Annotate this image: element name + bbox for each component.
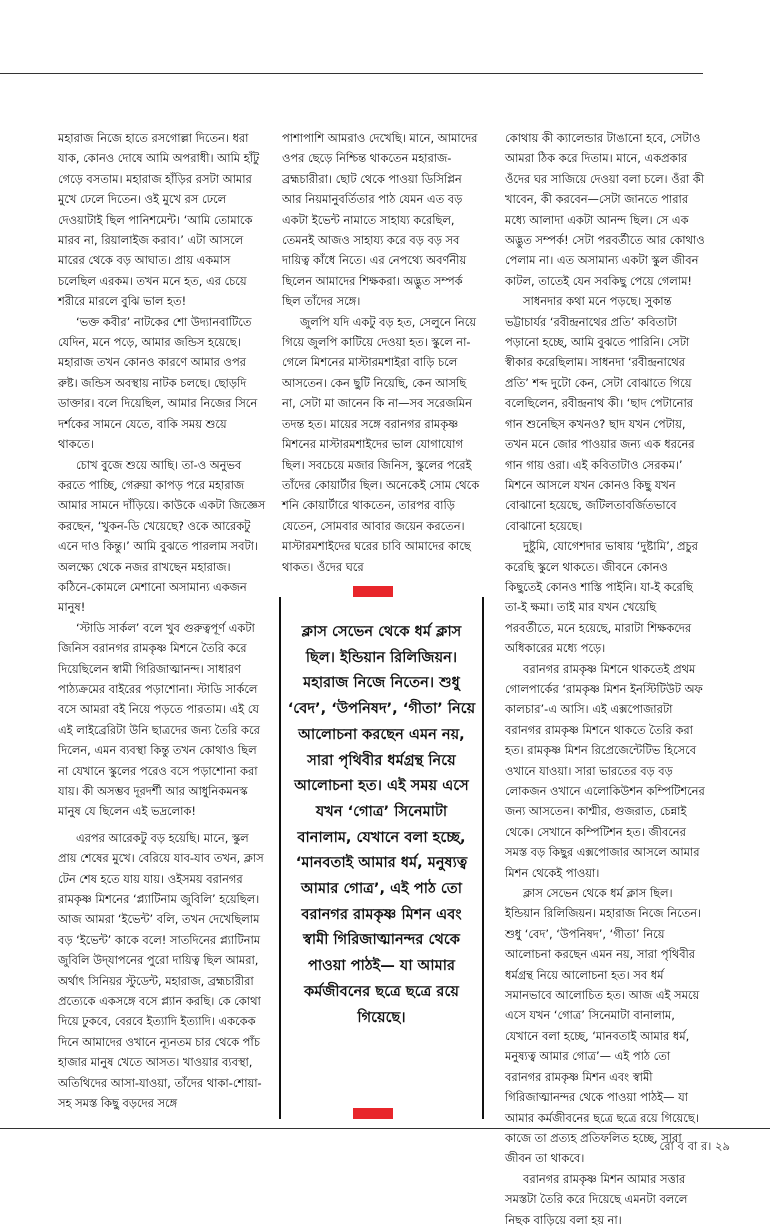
paragraph: ‘ভক্ত কবীর’ নাটকের শো উদ্যানবাটিতে যেদিন, মনে পড়ে, আমার জন্ডিস হয়েছে। মহারাজ তখন কোনও কারণে আমার ওপর রুষ্ট। জন্ডিস অবস্থায় নাটক চলছে। ছোড়দি ডাক্তার। বলে দিয়েছিল, আমার নিজের সিনে দর্শকের সামনে যেতে, বাকি সময় শুয়ে থাকতে। <box>58 314 258 452</box>
header-rule <box>0 73 703 74</box>
paragraph: চোখ বুজে শুয়ে আছি। তা-ও অনুভব করতে পাচ্ছি, গেরুয়া কাপড় পরে মহারাজ আমার সামনে দাঁড়িয়ে। কাউকে একটা জিজ্ঞেস করছেন, ‘খুকন-ডি খেয়েছে? ওকে আরেকটু এনে দাও কিন্তু।’ আমি বুঝতে পারলাম সবটা। অলক্ষ্যে থেকে নজর রাখছেন মহারাজ। কঠিনে-কোমলে মেশানো অসামান্য একজন মানুষ! <box>58 457 266 615</box>
pull-quote-box <box>279 597 484 1119</box>
article-column-3 <box>505 128 705 1230</box>
paragraph: পাশাপাশি আমরাও দেখেছি। মানে, আমাদের ওপর ছেড়ে নিশ্চিন্ত থাকতেন মহারাজ-ব্রহ্মচারীরা। ছোট থেকে পাওয়া ডিসিপ্লিন আর নিয়মানুবর্তিতার পাঠ যেমন এত বড় একটা ইভেন্ট নামাতে সাহায্য করেছিল, তেমনই আজও সাহায্য করে বড় বড় সব দায়িত্ব কাঁধে নিতে। এর নেপথ্যে অবর্ণনীয় ছিলেন আমাদের শিক্ষকরা। অদ্ভুত সম্পর্ক ছিল তাঁদের সঙ্গে। <box>282 131 478 309</box>
paragraph: জুলপি যদি একটু বড় হত, সেলুনে নিয়ে গিয়ে জুলপি কাটিয়ে দেওয়া হত। স্কুলে না-গেলে মিশনের মাস্টারমশাইরা বাড়ি চলে আসতেন। কেন ছুটি নিয়েছি, কেন আসছি না, সেটা মা জানেন কি না—সব সরেজমিন তদন্ত হত। মায়ের সঙ্গে বরানগর রামকৃষ্ণ মিশনের মাস্টারমশাইদের ভাল যোগাযোগ ছিল। সবচেয়ে মজার জিনিস, স্কুলের পরেই তাঁদের কোয়ার্টার ছিল। অনেকেই সোম থেকে শনি কোয়ার্টারে থাকতেন, তারপর বাড়ি যেতেন, সোমবার আবার জয়েন করতেন। মাস্টারমশাইদের ঘরের চাবি আমাদের কাছে থাকত। ওঁদের ঘরে <box>282 314 480 574</box>
paragraph: বরানগর রামকৃষ্ণ মিশন আমার সত্তার সমস্তটা তৈরি করে দিয়েছে এমনটা বললে নিছক বাড়িয়ে বলা হয় না। <box>505 1171 688 1227</box>
pull-quote-top-bar <box>353 586 393 597</box>
pull-quote-text: ক্লাস সেভেন থেকে ধর্ম ক্লাস ছিল। ইন্ডিয়ান রিলিজিয়ন। মহারাজ নিজে নিতেন। শুধু ‘বেদ’, ‘উপনিষদ’, ‘গীতা’ নিয়ে আলোচনা করছেন এমন নয়, সারা পৃথিবীর ধর্মগ্রন্থ নিয়ে আলোচনা হত। এই সময় এসে যখন ‘গোত্র’ সিনেমাটা বানালাম, যেখানে বলা হচ্ছে, ‘মানবতাই আমার ধর্ম, মনুষ্যত্ব আমার গোত্র’, এই পাঠ তো বরানগর রামকৃষ্ণ মিশন এবং স্বামী গিরিজাত্মানন্দর থেকে পাওয়া পাঠই— যা আমার কর্মজীবনের ছত্রে ছত্রে রয়ে গিয়েছে। <box>287 623 476 1026</box>
paragraph: দুষ্টুমি, যোগেশদার ভাষায় ‘দুষ্টামি’, প্রচুর করেছি স্কুলে থাকতে। জীবনে কোনও কিছুতেই কোনও শাস্তি পাইনি। যা-ই করেছি তা-ই ক্ষমা। তাই মার যখন খেয়েছি পরবর্তীতে, মনে হয়েছে, মারাটা শিক্ষকদের অধিকারের মধ্যে পড়ে। <box>505 539 698 656</box>
paragraph: এরপর আরেকটু বড় হয়েছি। মানে, স্কুল প্রায় শেষের মুখে। বেরিয়ে যাব-যাব তখন, ক্লাস টেন শেষ হতে যায় যায়। ওইসময় বরানগর রামকৃষ্ণ মিশনের ‘প্ল্যাটিনাম জুবিলি’ হয়েছিল। আজ আমরা ‘ইভেন্ট’ বলি, তখন দেখেছিলাম বড় ‘ইভেন্ট’ কাকে বলে! সাতদিনের প্ল্যাটিনাম জুবিলি উদ্‌যাপনের পুরো দায়িত্ব ছিল আমরা, অর্থাৎ সিনিয়র স্টুডেন্ট, মহারাজ, ব্রহ্মচারীরা প্রত্যেকে একসঙ্গে বসে প্ল্যান করছি। কে কোথা দিয়ে ঢুকবে, বেরবে ইত্যাদি ইত্যাদি। এককেক দিনে আমাদের ওখানে ন্যূনতম চার থেকে পাঁচ হাজার মানুষ খেতে আসত। খাওয়ার ব্যবস্থা, অতিথিদের আসা-যাওয়া, তাঁদের থাকা-শোয়া-সহ সমস্ত কিছু বড়দের সঙ্গে <box>58 830 264 1111</box>
paragraph: মহারাজ নিজে হাতে রসগোল্লা দিতেন। ধরা যাক, কোনও দোষে আমি অপরাধী। আমি হাঁটু গেড়ে বসতাম। মহারাজ হাঁড়ির রসটা আমার মুখে ঢেলে দিতেন। ওই মুখে রস ঢেলে দেওয়াটাই ছিল পানিশমেন্ট। ‘আমি তোমাকে মারব না, রিয়ালাইজ করাব।’ এটা আসলে মারের থেকে বড় আঘাত। প্রায় একমাস চলেছিল এরকম। তখন মনে হত, এর চেয়ে শরীরে মারলে বুঝি ভাল হত! <box>58 131 260 309</box>
paragraph: ‘স্টাডি সার্কল’ বলে খুব গুরুত্বপূর্ণ একটা জিনিস বরানগর রামকৃষ্ণ মিশনে তৈরি করে দিয়েছিলেন স্বামী গিরিজাত্মানন্দ। সাধারণ পাঠ্যক্রমের বাইরের পড়াশোনা। স্টাডি সার্কলে বসে আমরা বই নিয়ে পড়তে পারতাম। এই যে এই লাইব্রেরিটা উনি ছাত্রদের জন্য তৈরি করে দিলেন, এমন ব্যবস্থা কিন্তু তখন কোথাও ছিল না যেখানে স্কুলের পরেও বসে পড়াশোনা করা যায়। কী অসম্ভব দূরদর্শী আর আধুনিকমনস্ক মানুষ যে ছিলেন এই ভদ্রলোক! <box>58 620 260 819</box>
paragraph: সাধনদার কথা মনে পড়ছে। সুকান্ত ভট্টাচার্যর ‘রবীন্দ্রনাথের প্রতি’ কবিতাটা পড়ানো হচ্ছে, আমি বুঝতে পারিনি। সেটা স্বীকার করেছিলাম। সাধনদা ‘রবীন্দ্রনাথের প্রতি’ শব্দ দুটো কেন, সেটা বোঝাতে গিয়ে বলেছিলেন, রবীন্দ্রনাথ কী। ‘ছাদ পেটানোর গান শুনেছিস কখনও? ছাদ যখন পেটায়, তখন মনে জোর পাওয়ার জন্য এক ধরনের গান গায় ওরা। এই কবিতাটাও সেরকম।’ মিশনে আসলে যখন কোনও কিছু যখন বোঝানো হয়েছে, জটিলতাবর্জিতভাবে বোঝানো হয়েছে। <box>505 294 695 533</box>
paragraph: কোথায় কী ক্যালেন্ডার টাঙানো হবে, সেটাও আমরা ঠিক করে দিতাম। মানে, একপ্রকার ওঁদের ঘর সাজিয়ে দেওয়া বলা চলে। ওঁরা কী খাবেন, কী করবেন—সেটা জানতে পারার মধ্যে আলাদা একটা আনন্দ ছিল। সে এক অদ্ভুত সম্পর্ক! সেটা পরবর্তীতে আর কোথাও পেলাম না। এত অসামান্য একটা স্কুল জীবন কাটল, তাতেই যেন সবকিছু পেয়ে গেলাম! <box>505 131 705 288</box>
article-column-1 <box>58 128 266 1114</box>
footer-rule <box>0 1128 770 1129</box>
article-column-2 <box>282 128 482 577</box>
paragraph: বরানগর রামকৃষ্ণ মিশনে থাকতেই প্রথম গোলপার্কের ‘রামকৃষ্ণ মিশন ইনস্টিটিউট অফ কালচার’-এ আসি। এই এক্সপোজারটা বরানগর রামকৃষ্ণ মিশনে থাকতে তৈরি করা হত। রামকৃষ্ণ মিশন রিপ্রেজেন্টেটিভ হিসেবে ওখানে যাওয়া। সারা ভারতের বড় বড় লোকজন ওখানে এলোকিউশন কম্পিটিশনের জন্য আসতেন। কাশ্মীর, গুজরাত, চেন্নাই থেকে। সেখানে কম্পিটিশন হত। জীবনের সমস্ত বড় কিছুর এক্সপোজার আসলে আমার মিশন থেকেই পাওয়া। <box>505 661 705 880</box>
page-folio: রো ব বা র। ২৯ <box>659 1139 730 1153</box>
pull-quote-bottom-bar <box>353 1108 393 1119</box>
paragraph: ক্লাস সেভেন থেকে ধর্ম ক্লাস ছিল। ইন্ডিয়ান রিলিজিয়ন। মহারাজ নিজে নিতেন। শুধু ‘বেদ’, ‘উপনিষদ’, ‘গীতা’ নিয়ে আলোচনা করছেন এমন নয়, সারা পৃথিবীর ধর্মগ্রন্থ নিয়ে আলোচনা হত। সব ধর্ম সমানভাবে আলোচিত হত। আজ এই সময়ে এসে যখন ‘গোত্র’ সিনেমাটা বানালাম, যেখানে বলা হচ্ছে, ‘মানবতাই আমার ধর্ম, মনুষ্যত্ব আমার গোত্র’— এই পাঠ তো বরানগর রামকৃষ্ণ মিশন এবং স্বামী গিরিজাত্মানন্দর থেকে পাওয়া পাঠই— যা আমার কর্মজীবনের ছত্রে ছত্রে রয়ে গিয়েছে। কাজে তা প্রত্যহ প্রতিফলিত হচ্ছে, সারা জীবন তা থাকবে। <box>505 886 702 1166</box>
